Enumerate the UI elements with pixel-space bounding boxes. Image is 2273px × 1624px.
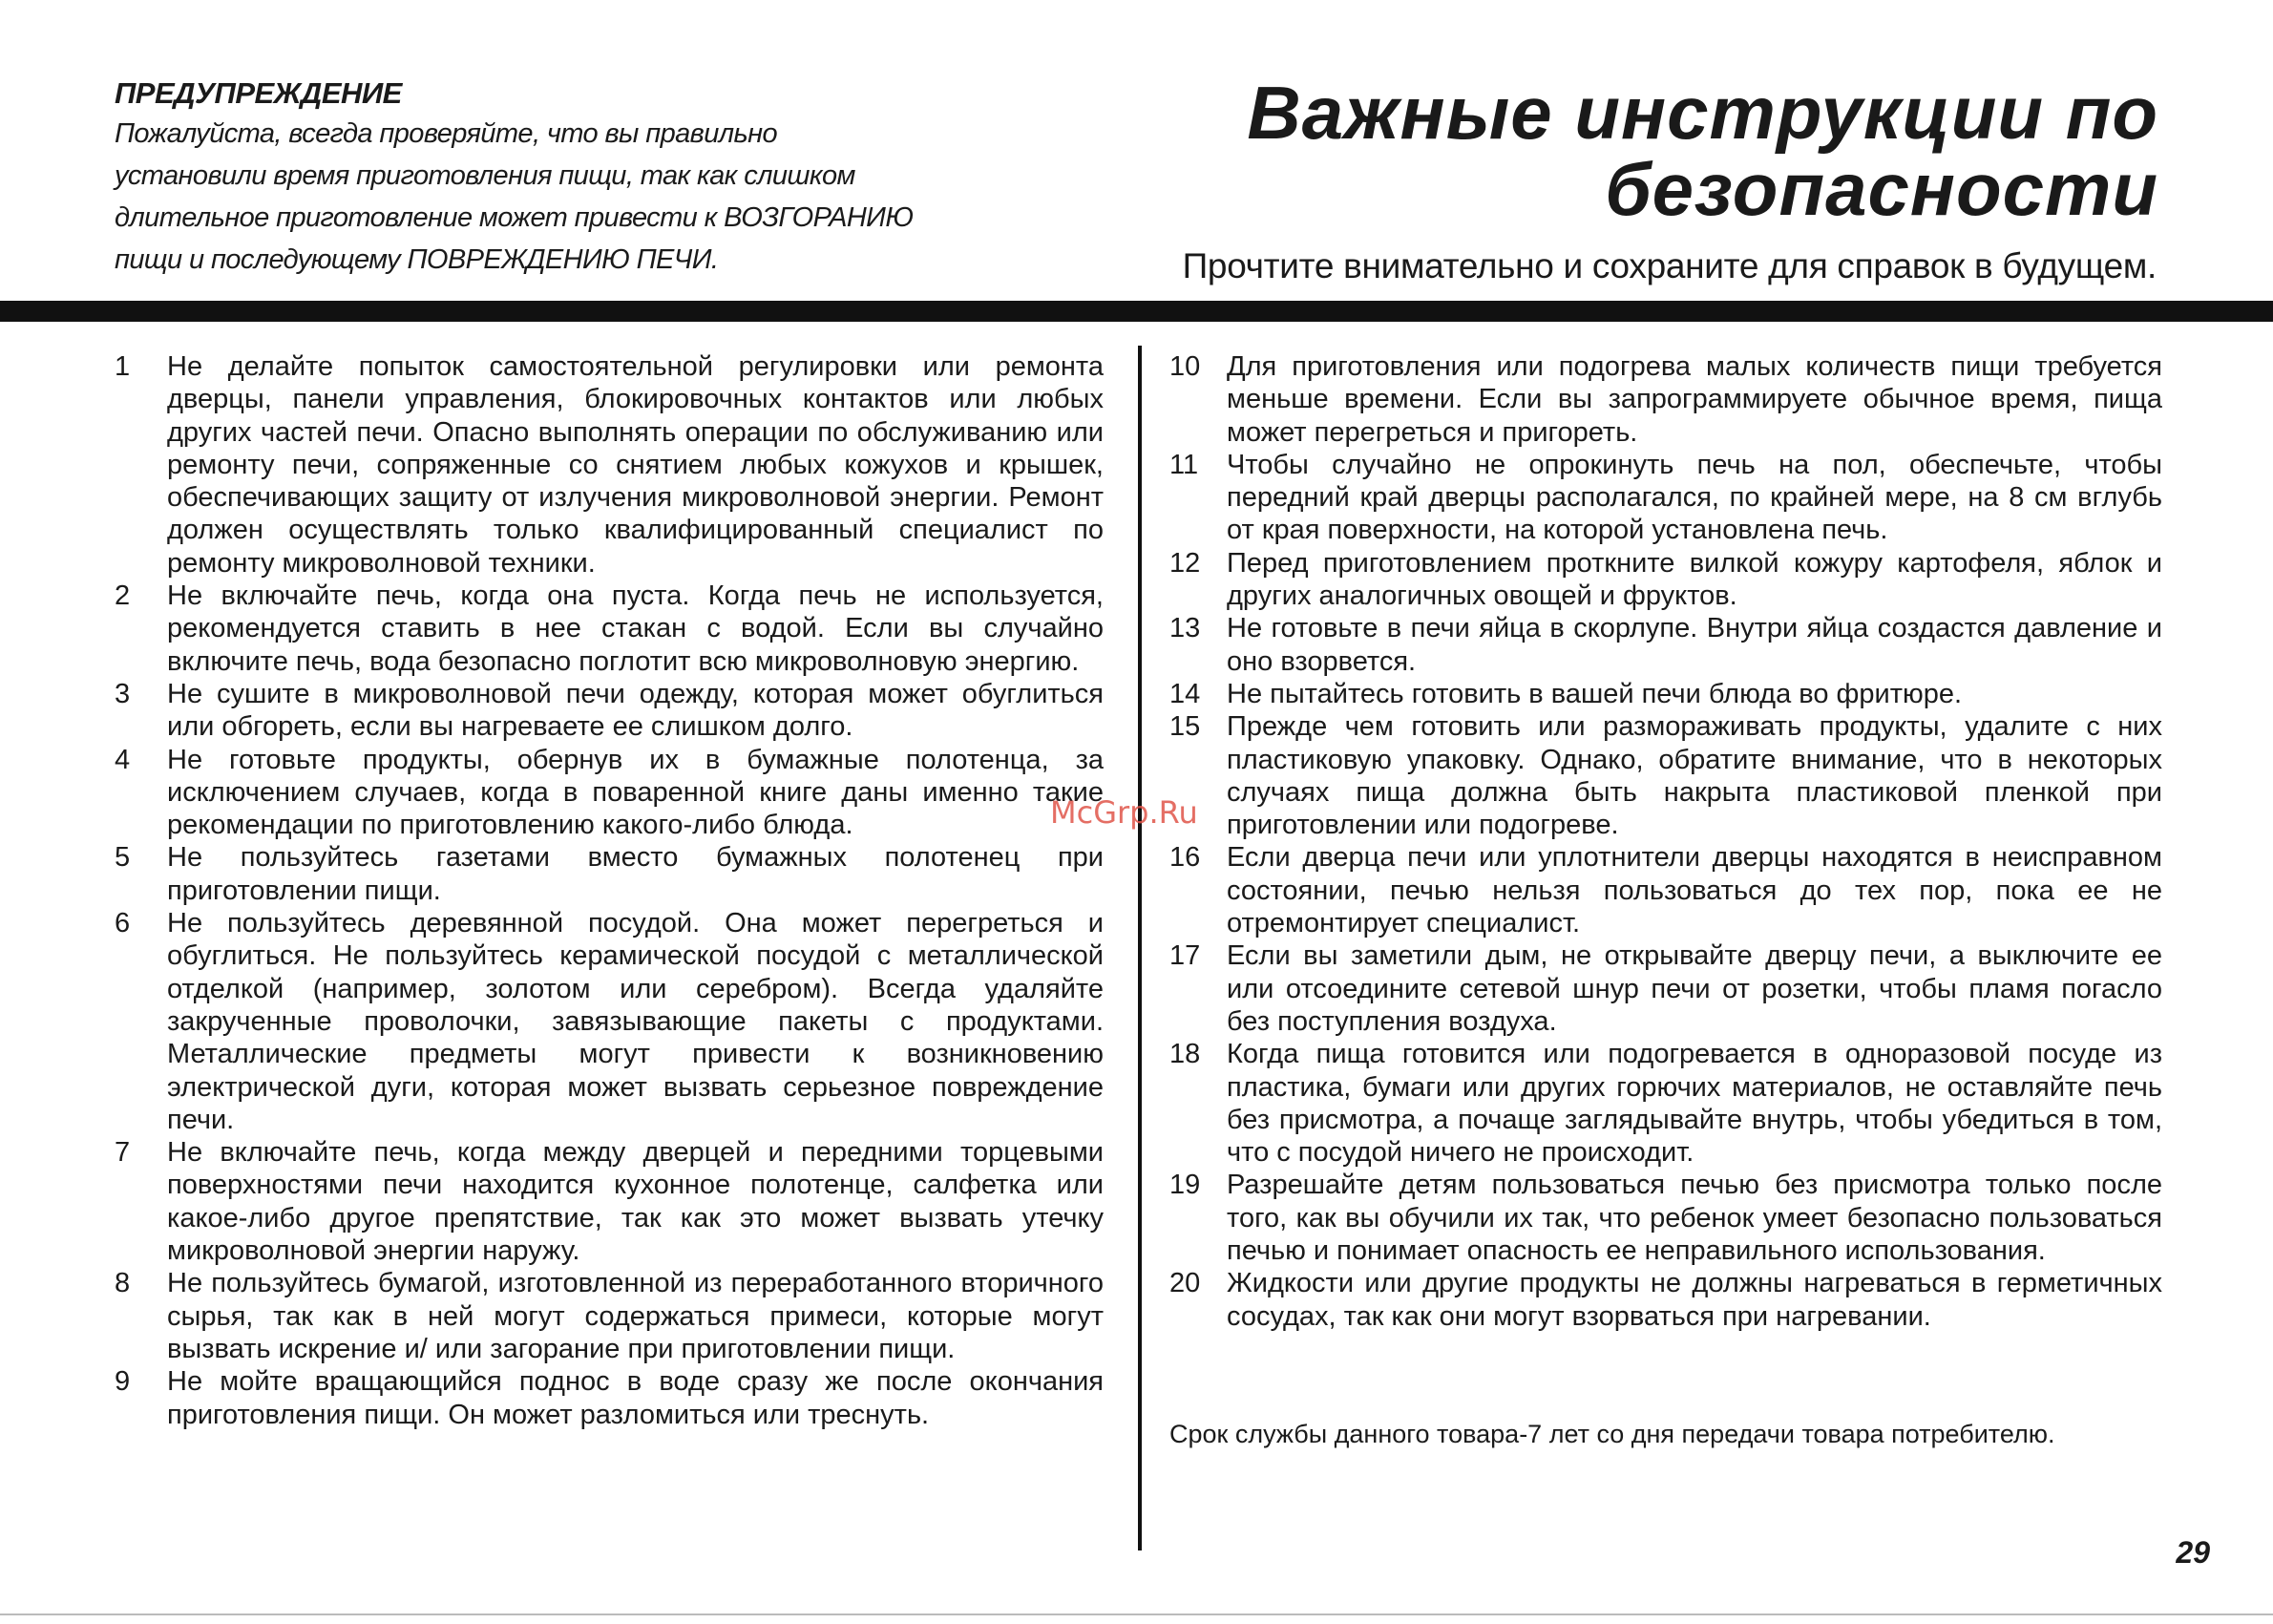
instruction-number: 4 xyxy=(115,744,131,775)
instruction-text: Не включайте печь, когда она пуста. Когда печь не используется, рекомендуется ставить в нее стакан с водой. Если вы случайно включите печь, вода безопасно поглотит всю микроволновую энергию. xyxy=(167,580,1104,677)
instruction-text: Не готовьте продукты, обернув их в бумажные полотенца, за исключением случаев, когда в поваренной книге даны именно такие рекомендации по приготовлению какого-либо блюда. xyxy=(167,744,1104,841)
instruction-text: Если дверца печи или уплотнители дверцы находятся в неисправном состоянии, печью нельзя пользоваться до тех пор, пока ее не отремонтирует специалист. xyxy=(1227,842,2162,939)
service-life-note: Срок службы данного товара-7 лет со дня передачи товара потребителю. xyxy=(1169,1420,2055,1448)
instruction-item xyxy=(1169,612,2162,678)
instruction-item xyxy=(115,350,1104,580)
instruction-item xyxy=(115,841,1104,907)
instruction-item xyxy=(1169,547,2162,613)
instruction-text: Не пользуйтесь деревянной посудой. Она может перегреться и обуглиться. Не пользуйтесь керамической посудой с металлической отделкой (например, золотом или серебром). Всегда удаляйте закрученные проволочки, завязывающие пакеты с продуктами. Металлические предметы могут привести к возникновению электрической дуги, которая может вызвать серьезное повреждение печи. xyxy=(167,908,1104,1135)
instruction-number: 3 xyxy=(115,678,131,709)
instruction-number: 2 xyxy=(115,580,131,612)
warning-block xyxy=(115,74,945,281)
instruction-item xyxy=(115,580,1104,678)
instruction-number: 17 xyxy=(1169,940,1201,972)
page-subtitle: Прочтите внимательно и сохраните для справок в будущем. xyxy=(1182,246,2157,285)
instruction-item xyxy=(1169,1169,2162,1267)
instruction-text: Не делайте попыток самостоятельной регулировки или ремонта дверцы, панели управления, блокировочных контактов или любых других частей печи. Опасно выполнять операции по обслуживанию или ремонту печи, сопряженные со снятием любых кожухов и крышек, обеспечивающих защиту от излучения микроволновой энергии. Ремонт должен осуществлять только квалифицированный специалист по ремонту микроволновой техники. xyxy=(167,351,1104,579)
instruction-item xyxy=(115,744,1104,842)
warning-line: пищи и последующему ПОВРЕЖДЕНИЮ ПЕЧИ. xyxy=(115,244,719,275)
instruction-number: 16 xyxy=(1169,842,1201,874)
instruction-number: 5 xyxy=(115,842,131,874)
instruction-number: 10 xyxy=(1169,351,1201,382)
watermark: McGrp.Ru xyxy=(1050,794,1198,831)
instruction-item xyxy=(115,1365,1104,1431)
instruction-item xyxy=(115,1267,1104,1365)
instruction-text: Не включайте печь, когда между дверцей и передними торцевыми поверхностями печи находится кухонное полотенце, салфетка или какое-либо другое препятствие, так как это может вызвать утечку микроволновой энергии наружу. xyxy=(167,1137,1104,1267)
instruction-item xyxy=(1169,939,2162,1038)
instruction-number: 1 xyxy=(115,351,131,382)
instruction-item xyxy=(115,907,1104,1136)
page-title xyxy=(1247,71,2158,231)
instruction-text: Прежде чем готовить или размораживать продукты, удалите с них пластиковую упаковку. Однако, обратите внимание, что в некоторых случаях пища должна быть накрыта пластиковой пленкой при приготовлении или подогреве. xyxy=(1227,711,2162,841)
instruction-number: 20 xyxy=(1169,1268,1201,1299)
instruction-item xyxy=(1169,1267,2162,1333)
instruction-item xyxy=(1169,350,2162,449)
instruction-text: Не мойте вращающийся поднос в воде сразу же после окончания приготовления пищи. Он может разломиться или треснуть. xyxy=(167,1366,1104,1430)
column-divider xyxy=(1138,346,1142,1550)
instruction-number: 8 xyxy=(115,1268,131,1299)
instruction-number: 13 xyxy=(1169,613,1201,644)
warning-line: длительное приготовление может привести к ВОЗГОРАНИЮ xyxy=(115,202,914,233)
header-rule xyxy=(0,301,2273,322)
instruction-item xyxy=(1169,449,2162,547)
warning-line: Пожалуйста, всегда проверяйте, что вы правильно xyxy=(115,118,778,149)
instruction-item xyxy=(1169,1038,2162,1169)
page-number: 29 xyxy=(2176,1535,2210,1570)
instruction-text: Не готовьте в печи яйца в скорлупе. Внутри яйца создастся давление и оно взорвется. xyxy=(1227,613,2162,677)
instruction-number: 7 xyxy=(115,1137,131,1169)
instruction-number: 9 xyxy=(115,1366,131,1398)
instruction-text: Не сушите в микроволновой печи одежду, которая может обуглиться или обгореть, если вы нагреваете ее слишком долго. xyxy=(167,678,1104,743)
instruction-item xyxy=(1169,678,2162,710)
instructions-left-column xyxy=(115,350,1104,1431)
page-title-line1: Важные инструкции по xyxy=(1247,71,2158,155)
instruction-item xyxy=(115,678,1104,744)
page-title-line2: безопасности xyxy=(1605,147,2158,231)
instruction-item xyxy=(1169,710,2162,841)
instruction-number: 11 xyxy=(1169,449,1199,480)
instruction-number: 14 xyxy=(1169,678,1201,709)
instructions-right-column xyxy=(1169,350,2162,1333)
instruction-text: Не пытайтесь готовить в вашей печи блюда во фритюре. xyxy=(1227,678,1963,709)
instruction-text: Если вы заметили дым, не открывайте дверцу печи, а выключите ее или отсоедините сетевой шнур печи от розетки, чтобы пламя погасло без поступления воздуха. xyxy=(1227,940,2162,1037)
instruction-number: 19 xyxy=(1169,1170,1201,1201)
instruction-number: 6 xyxy=(115,908,131,939)
instruction-number: 12 xyxy=(1169,547,1201,579)
instruction-item xyxy=(1169,841,2162,939)
instruction-text: Не пользуйтесь газетами вместо бумажных полотенец при приготовлении пищи. xyxy=(167,842,1104,906)
instruction-text: Перед приготовлением проткните вилкой кожуру картофеля, яблок и других аналогичных овощей и фруктов. xyxy=(1227,547,2162,612)
warning-line: установили время приготовления пищи, так как слишком xyxy=(115,160,855,191)
instruction-number: 18 xyxy=(1169,1039,1201,1070)
bottom-edge-line xyxy=(0,1613,2273,1615)
instruction-text: Не пользуйтесь бумагой, изготовленной из переработанного вторичного сырья, так как в ней могут содержаться примеси, которые могут вызвать искрение и/ или загорание при приготовлении пищи. xyxy=(167,1268,1104,1364)
instruction-item xyxy=(115,1136,1104,1267)
instruction-text: Для приготовления или подогрева малых количеств пищи требуется меньше времени. Если вы запрограммируете обычное время, пища может перегреться и пригореть. xyxy=(1227,351,2162,448)
instruction-text: Жидкости или другие продукты не должны нагреваться в герметичных сосудах, так как они могут взорваться при нагревании. xyxy=(1227,1268,2162,1332)
instruction-text: Чтобы случайно не опрокинуть печь на пол, обеспечьте, чтобы передний край дверцы располагался, по крайней мере, на 8 см вглубь от края поверхности, на которой установлена печь. xyxy=(1227,449,2162,546)
warning-title: ПРЕДУПРЕЖДЕНИЕ xyxy=(115,76,402,110)
instruction-text: Разрешайте детям пользоваться печью без присмотра только после того, как вы обучили их так, что ребенок умеет безопасно пользоваться печью и понимает опасность ее неправильного использования. xyxy=(1227,1170,2162,1267)
instruction-text: Когда пища готовится или подогревается в одноразовой посуде из пластика, бумаги или других горючих материалов, не оставляйте печь без присмотра, а почаще заглядывайте внутрь, чтобы убедиться в том, что с посудой ничего не происходит. xyxy=(1227,1039,2162,1169)
instruction-number: 15 xyxy=(1169,711,1201,743)
